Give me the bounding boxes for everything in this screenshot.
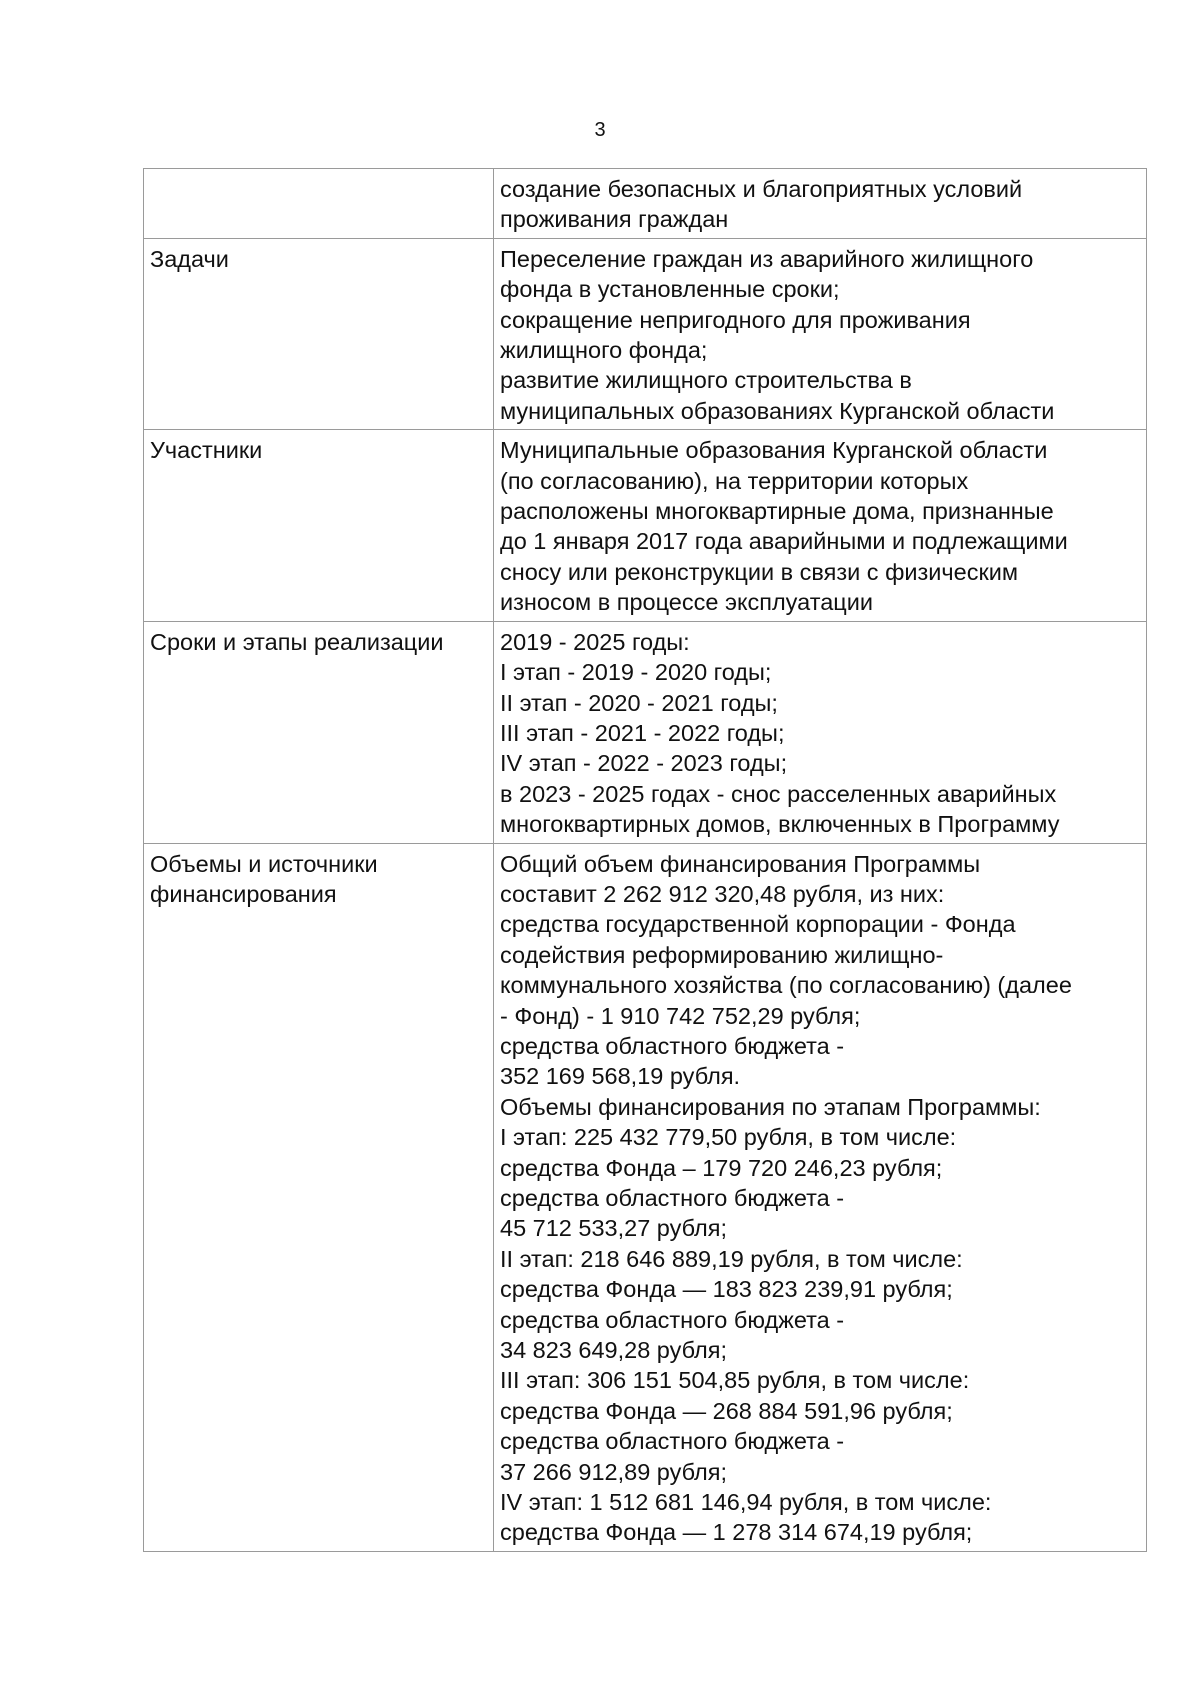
row-value-line: 45 712 533,27 рубля; [500, 1215, 728, 1242]
row-value-cell [494, 238, 1147, 429]
row-value-line: Муниципальные образования Курганской области [500, 437, 1048, 464]
table-row [144, 238, 1147, 429]
row-label-cell [144, 430, 494, 621]
row-value-line: сокращение непригодного для проживания [500, 306, 971, 333]
row-value-line: средства областного бюджета - [500, 1428, 845, 1455]
row-value-line: III этап - 2021 - 2022 годы; [500, 719, 785, 746]
row-value-line: расположены многоквартирные дома, признанные [500, 498, 1054, 525]
row-value-line: сносу или реконструкции в связи с физическим [500, 558, 1019, 585]
row-value-line: средства государственной корпорации - Фонда [500, 911, 1016, 938]
row-label-cell [144, 843, 494, 1551]
row-value-cell [494, 843, 1147, 1551]
row-value-line: средства Фонда – 179 720 246,23 рубля; [500, 1154, 943, 1181]
row-value-line: IV этап: 1 512 681 146,94 рубля, в том числе: [500, 1489, 992, 1516]
row-value-line: средства областного бюджета - [500, 1306, 845, 1333]
row-value-line: до 1 января 2017 года аварийными и подлежащими [500, 528, 1068, 555]
row-value-line: износом в процессе эксплуатации [500, 589, 874, 616]
row-value-line: I этап: 225 432 779,50 рубля, в том числе: [500, 1124, 957, 1151]
row-label-line: Объемы и источники [150, 850, 378, 877]
row-value-line: средства областного бюджета - [500, 1185, 845, 1211]
table-body [144, 169, 1147, 1552]
row-label-line: финансирования [150, 880, 337, 907]
row-value-line: 37 266 912,89 рубля; [500, 1458, 728, 1485]
row-value-line: средства Фонда — 1 278 314 674,19 рубля; [500, 1519, 973, 1546]
row-value-line: фонда в установленные сроки; [500, 276, 840, 303]
row-value-line: 2019 - 2025 годы: [500, 628, 690, 655]
row-value-line: (по согласованию), на территории которых [500, 467, 969, 494]
row-value-cell [494, 169, 1147, 239]
row-value-line: II этап - 2020 - 2021 годы; [500, 689, 778, 716]
row-label-cell [144, 169, 494, 239]
row-label-line: Участники [150, 437, 263, 464]
row-value-line: 34 823 649,28 рубля; [500, 1337, 728, 1364]
row-value-line: проживания граждан [500, 206, 729, 233]
row-label-line: Сроки и этапы реализации [150, 628, 444, 655]
row-label-cell [144, 621, 494, 843]
row-value-cell [494, 430, 1147, 621]
row-label-cell [144, 238, 494, 429]
row-value-line: Объемы финансирования по этапам Программы: [500, 1093, 1041, 1120]
row-value-line: Переселение граждан из аварийного жилищного [500, 245, 1034, 272]
table-row [144, 430, 1147, 621]
row-value-line: муниципальных образованиях Курганской области [500, 397, 1055, 424]
table-row [144, 843, 1147, 1551]
row-value-line: создание безопасных и благоприятных условий [500, 176, 1023, 202]
row-value-line: жилищного фонда; [500, 337, 708, 364]
row-value-line: Общий объем финансирования Программы [500, 850, 981, 877]
row-value-line: средства Фонда — 268 884 591,96 рубля; [500, 1397, 953, 1424]
row-value-line: многоквартирных домов, включенных в Программу [500, 811, 1060, 838]
row-value-line: средства Фонда — 183 823 239,91 рубля; [500, 1276, 953, 1303]
row-value-line: составит 2 262 912 320,48 рубля, из них: [500, 880, 945, 907]
row-value-line: I этап - 2019 - 2020 годы; [500, 659, 772, 686]
row-value-line: развитие жилищного строительства в [500, 367, 912, 394]
row-value-line: коммунального хозяйства (по согласованию) (далее [500, 972, 1072, 999]
program-passport-table [143, 168, 1147, 1552]
row-value-line: IV этап - 2022 - 2023 годы; [500, 750, 788, 777]
row-value-line: 352 169 568,19 рубля. [500, 1063, 741, 1090]
table-row [144, 621, 1147, 843]
row-value-line: содействия реформированию жилищно- [500, 941, 944, 968]
row-label-line: Задачи [150, 245, 229, 272]
table-row [144, 169, 1147, 239]
page-number: 3 [594, 119, 606, 141]
row-value-line: II этап: 218 646 889,19 рубля, в том числе: [500, 1245, 963, 1272]
row-value-line: - Фонд) - 1 910 742 752,29 рубля; [500, 1002, 861, 1029]
row-value-line: в 2023 - 2025 годах - снос расселенных аварийных [500, 780, 1057, 807]
row-value-line: средства областного бюджета - [500, 1032, 845, 1059]
row-value-line: III этап: 306 151 504,85 рубля, в том числе: [500, 1367, 970, 1394]
row-value-cell [494, 621, 1147, 843]
